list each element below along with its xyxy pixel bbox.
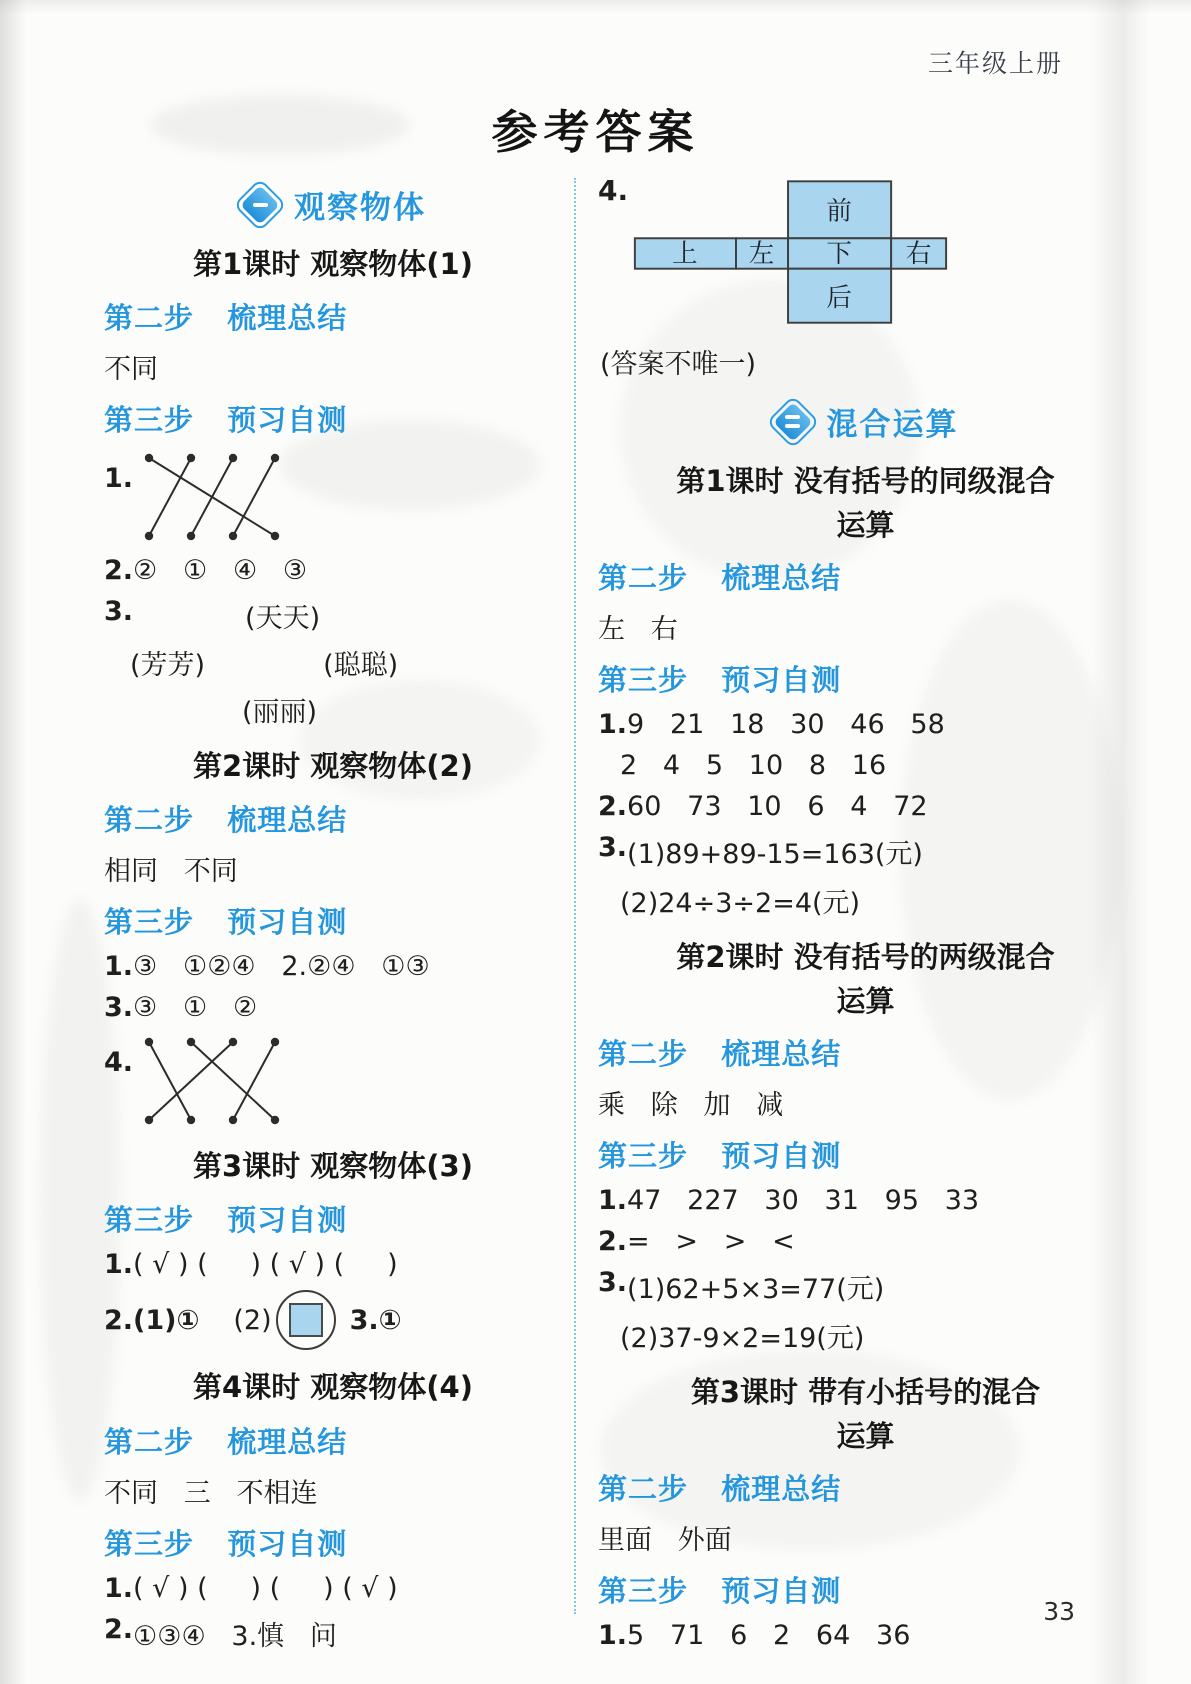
answer-text: ② ① ④ ③: [133, 555, 308, 587]
answer-text: 5 71 6 2 64 36: [627, 1620, 911, 1652]
answer-not-unique-note: (答案不唯一): [600, 349, 757, 380]
page-number: 33: [1043, 1597, 1075, 1626]
question-number: 4.: [104, 1047, 134, 1079]
question-2-row: [598, 1226, 1133, 1257]
question-1-2-row: [104, 951, 562, 982]
step2-answer: 不同 三 不相连: [104, 1477, 318, 1509]
question-2-3-row: [104, 1614, 562, 1653]
step2-answer: 乘 除 加 减: [598, 1090, 784, 1122]
section-observing-objects: [104, 182, 562, 227]
lesson-1-title-line2: 运算: [836, 508, 895, 543]
page-left-edge-shadow: [0, 0, 26, 1684]
answer-text: = > > <: [627, 1226, 795, 1258]
question-1-matching-diagram-row: [104, 449, 562, 545]
step2-heading: 第二步 梳理总结: [104, 803, 348, 838]
edition-label: 三年级上册: [927, 49, 1063, 78]
question-number: 4.: [598, 174, 629, 207]
answer-text: (2): [233, 1304, 272, 1336]
net-label-back: 后: [826, 283, 852, 314]
step3-heading: 第三步 预习自测: [598, 1139, 842, 1174]
question-4-matching-diagram-row: [104, 1033, 562, 1129]
question-1-row: [104, 1249, 562, 1280]
step2-heading: 第二步 梳理总结: [598, 561, 842, 596]
answer-text: 47 227 30 31 95 33: [627, 1185, 980, 1217]
question-number: 1.: [104, 951, 134, 983]
lesson-1-title-line1: 第1课时 没有括号的同级混合: [676, 464, 1055, 498]
answer-text: (天天): [245, 603, 321, 635]
question-1-row-2: [598, 750, 1133, 781]
question-number: 1.: [104, 1572, 134, 1604]
answer-text: (丽丽): [242, 697, 318, 729]
question-1-row-1: [598, 709, 1133, 740]
question-2-row: [104, 555, 562, 586]
question-number: 2.: [598, 1226, 628, 1258]
net-label-front: 前: [826, 196, 852, 227]
question-number: 1.: [598, 709, 628, 741]
question-3-row-1: [598, 832, 1133, 871]
answer-text: ③ ①②④ 2.②④ ①③: [133, 951, 430, 983]
answer-text: 2 4 5 10 8 16: [620, 750, 887, 782]
step2-heading: 第二步 梳理总结: [598, 1037, 842, 1072]
answer-text: (1)89+89-15=163(元): [627, 839, 923, 871]
right-column: [574, 174, 1133, 1652]
cuboid-net-diagram: [628, 178, 952, 328]
question-2-row: [598, 791, 1133, 822]
section-title: 观察物体: [294, 190, 426, 226]
two-column-layout: [104, 174, 1133, 1652]
step3-heading: 第三步 预习自测: [598, 1574, 842, 1609]
answer-text: (2)24÷3÷2=4(元): [620, 888, 861, 920]
step3-heading: 第三步 预习自测: [104, 905, 348, 940]
section-mixed-operations: [598, 399, 1133, 444]
question-number: 1.: [598, 1620, 628, 1652]
answer-text: (1)62+5×3=77(元): [627, 1274, 885, 1306]
step2-heading: 第二步 梳理总结: [104, 1424, 348, 1459]
question-number: 1.: [104, 1249, 134, 1281]
circled-square-icon: [276, 1290, 336, 1350]
answer-text: ③ ① ②: [133, 992, 258, 1024]
answer-text: ①③④ 3.慎 问: [133, 1620, 337, 1652]
answer-text: 2.(1)①: [104, 1304, 200, 1336]
lesson-2-title-line1: 第2课时 没有括号的两级混合: [676, 940, 1055, 975]
question-number: 1.: [104, 463, 134, 495]
answer-text: 60 73 10 6 4 72: [627, 791, 928, 823]
question-3-row-2: [104, 643, 562, 682]
lesson-4-title: 第4课时 观察物体(4): [193, 1370, 473, 1405]
lesson-1-title: 第1课时 观察物体(1): [193, 247, 473, 281]
question-number: 3.: [598, 832, 628, 864]
lesson-3-title: 第3课时 观察物体(3): [193, 1149, 473, 1184]
page-top-edge-shadow: [0, 0, 1191, 14]
step2-heading: 第二步 梳理总结: [598, 1472, 842, 1507]
net-label-right: 右: [905, 238, 932, 269]
step2-answer: 左 右: [598, 614, 678, 646]
numeral-two-glyph: [773, 402, 813, 442]
section-one-diamond-icon: [240, 185, 280, 225]
net-label-left: 左: [748, 238, 775, 269]
step2-answer: 不同: [104, 354, 158, 386]
answer-text: (2)37-9×2=19(元): [620, 1323, 865, 1355]
answer-text: 3.①: [349, 1304, 402, 1336]
lesson-2-title: 第2课时 观察物体(2): [193, 749, 473, 784]
question-2-3-row: [104, 1290, 562, 1350]
question-3-row-2: [598, 1316, 1133, 1355]
numeral-one-glyph: [240, 185, 280, 225]
step3-heading: 第三步 预习自测: [104, 1526, 348, 1561]
question-number: 2.: [104, 555, 134, 587]
question-number: 3.: [104, 992, 134, 1024]
step3-heading: 第三步 预习自测: [598, 663, 842, 698]
question-number: 1.: [598, 1185, 628, 1217]
question-3-row-3: [104, 690, 562, 729]
step3-heading: 第三步 预习自测: [104, 1203, 348, 1238]
question-number: 2.: [104, 1613, 134, 1645]
matching-lines-diagram: [139, 449, 291, 545]
blue-square-shape: [289, 1303, 323, 1337]
section-title: 混合运算: [826, 407, 959, 443]
question-number: 2.: [598, 791, 628, 823]
step2-heading: 第二步 梳理总结: [104, 301, 348, 336]
question-4-cube-net-row: [598, 174, 1133, 328]
step3-heading: 第三步 预习自测: [104, 403, 348, 438]
answer-text: 9 21 18 30 46 58: [627, 709, 945, 741]
question-3-row-2: [598, 881, 1133, 920]
question-number: 3.: [598, 1267, 628, 1299]
answer-text: (聪聪): [323, 650, 399, 682]
net-label-up: 上: [672, 238, 698, 269]
question-3-row: [104, 992, 562, 1023]
question-number: 3.: [104, 596, 134, 628]
section-two-diamond-icon: [773, 402, 813, 442]
lesson-3-title-line2: 运算: [836, 1419, 895, 1454]
left-column: [104, 178, 562, 1652]
answer-text: (芳芳): [130, 650, 206, 682]
page-title: 参考答案: [491, 105, 700, 159]
matching-lines-diagram: [139, 1033, 291, 1129]
step2-answer: 相同 不同: [104, 856, 238, 888]
answer-text: ( √ ) ( ) ( √ ) ( ): [133, 1249, 398, 1281]
question-3-row-1: [104, 596, 562, 635]
question-1-row: [104, 1573, 562, 1604]
net-label-down: 下: [826, 238, 852, 269]
lesson-2-title-line2: 运算: [836, 984, 895, 1019]
lesson-3-title-line1: 第3课时 带有小括号的混合: [690, 1375, 1041, 1410]
question-1-row: [598, 1185, 1133, 1216]
answer-text: ( √ ) ( ) ( ) ( √ ): [133, 1572, 398, 1604]
question-3-row-1: [598, 1267, 1133, 1306]
step2-answer: 里面 外面: [598, 1525, 732, 1557]
